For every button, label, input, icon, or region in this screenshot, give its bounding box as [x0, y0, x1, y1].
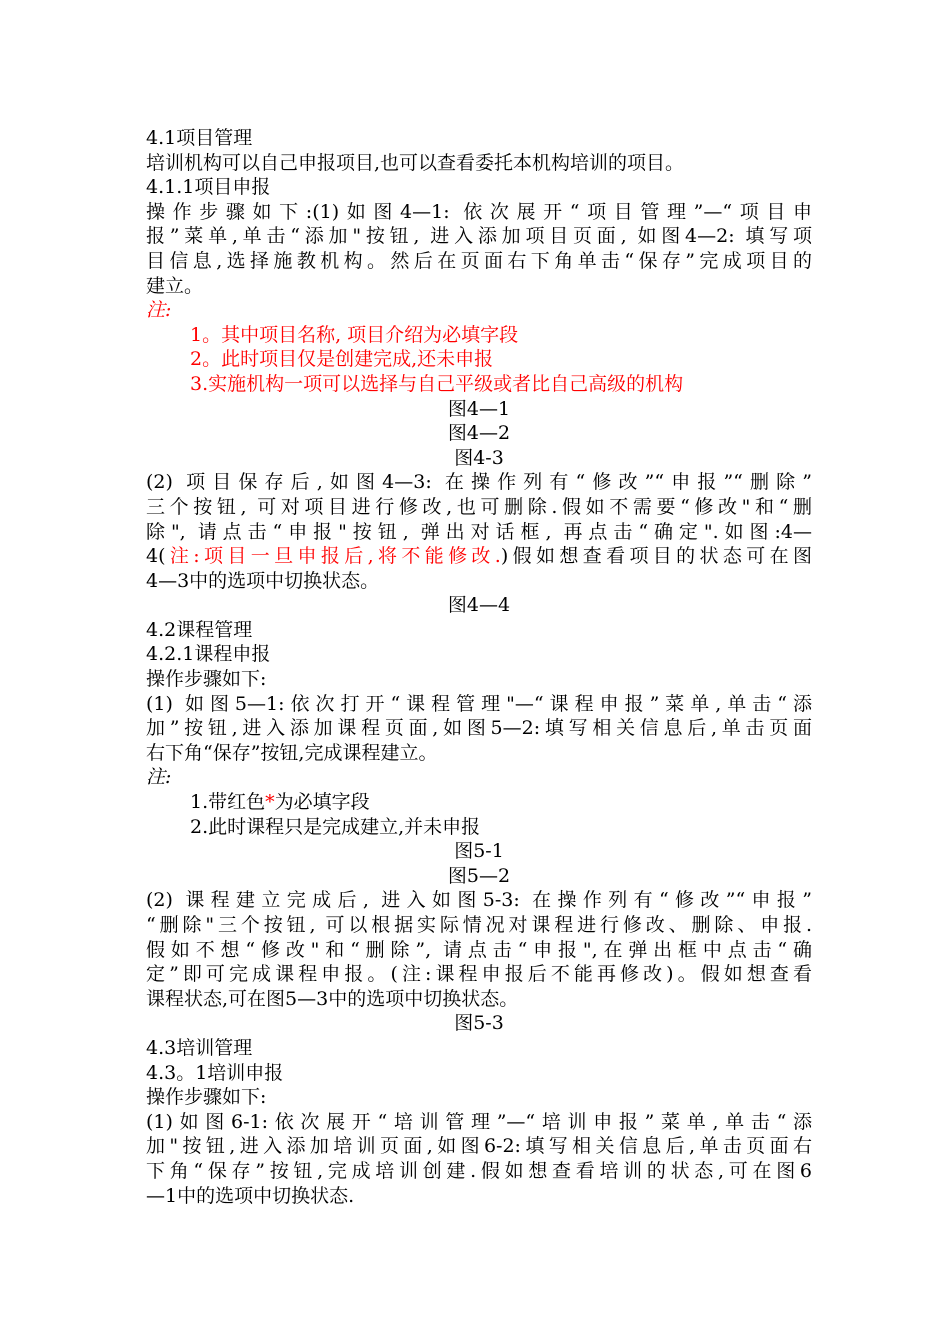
text-span: 4( — [146, 545, 166, 568]
text-span: 为必填字段 — [274, 791, 370, 814]
steps-label: 操作步骤如下: — [146, 668, 267, 691]
paragraph-line: 假如不想“修改"和“删除”, 请点击“申报",在弹出框中点击“确 — [146, 938, 812, 961]
inline-red-note: 注:项目一旦申报后,将不能修改. — [165, 545, 501, 568]
section-heading-4-3: 4.3培训管理 — [146, 1036, 253, 1059]
document-page — [146, 126, 812, 1208]
note-item: 2.此时课程只是完成建立,并未申报 — [190, 815, 481, 838]
figure-caption: 图4—4 — [447, 594, 511, 617]
note-item — [146, 790, 812, 815]
steps-label: 操作步骤如下: — [146, 1086, 267, 1109]
note-label: 注: — [146, 299, 172, 322]
figure-caption: 图4—1 — [447, 397, 511, 420]
paragraph-line: 建立。 — [146, 274, 204, 297]
note-item: 3.实施机构一项可以选择与自己平级或者比自己高级的机构 — [190, 372, 684, 395]
subsection-heading-4-2-1: 4.2.1课程申报 — [146, 643, 271, 666]
paragraph-line: 操作步骤如下:(1)如图4—1: 依次展开“项目管理”—“项目申 — [146, 200, 812, 223]
subsection-heading-4-1-1: 4.1.1项目申报 — [146, 176, 271, 199]
paragraph-course-save — [146, 888, 812, 1011]
note-label: 注: — [146, 766, 172, 789]
text-span: 1.带红色 — [190, 791, 266, 814]
note-item: 2。此时项目仅是创建完成,还未申报 — [190, 348, 494, 371]
paragraph-line: (2) 项目保存后,如图4—3: 在操作列有“修改”“申报”“删除” — [146, 471, 812, 494]
paragraph-line: (1) 如图5—1:依次打开“课程管理"—“课程申报”菜单,单击“添 — [146, 692, 812, 715]
figure-caption: 图4—2 — [447, 422, 511, 445]
paragraph-line: 三个按钮, 可对项目进行修改,也可删除.假如不需要“修改"和“删 — [146, 495, 812, 518]
paragraph-project-steps — [146, 200, 812, 298]
section-heading-4-2: 4.2课程管理 — [146, 618, 253, 641]
paragraph-line: 课程状态,可在图5—3中的选项中切换状态。 — [146, 987, 519, 1010]
figure-caption: 图5-3 — [454, 1012, 504, 1035]
paragraph-line: 报”菜单,单击“添加"按钮, 进入添加项目页面, 如图4—2: 填写项 — [146, 225, 812, 248]
paragraph-line: 4—3中的选项中切换状态。 — [146, 569, 380, 592]
paragraph-line-mixed — [146, 544, 812, 569]
figure-caption: 图4-3 — [454, 446, 504, 469]
paragraph-line: 下角“保存”按钮,完成培训创建.假如想查看培训的状态,可在图6 — [146, 1159, 812, 1182]
paragraph-line: 除", 请点击“申报"按钮, 弹出对话框, 再点击“确定".如图:4— — [146, 520, 812, 543]
paragraph-project-save — [146, 470, 812, 593]
note-item: 1。其中项目名称, 项目介绍为必填字段 — [190, 323, 519, 346]
paragraph-line: —1中的选项中切换状态. — [146, 1184, 355, 1207]
paragraph-line: “删除"三个按钮, 可以根据实际情况对课程进行修改、删除、申报. — [146, 914, 812, 936]
paragraph-line: 目信息,选择施教机构。然后在页面右下角单击“保存”完成项目的 — [146, 249, 812, 272]
required-asterisk: * — [265, 791, 275, 814]
paragraph-line: 加"按钮,进入添加培训页面,如图6-2:填写相关信息后,单击页面右 — [146, 1135, 812, 1158]
paragraph-line: 加”按钮,进入添加课程页面,如图5—2:填写相关信息后,单击页面 — [146, 717, 812, 740]
figure-caption: 图5-1 — [454, 840, 504, 863]
subsection-heading-4-3-1: 4.3。1培训申报 — [146, 1061, 284, 1084]
section-intro: 培训机构可以自己申报项目,也可以查看委托本机构培训的项目。 — [146, 151, 685, 174]
paragraph-training-steps — [146, 1110, 812, 1208]
paragraph-course-steps — [146, 692, 812, 766]
paragraph-line: (1)如图6-1:依次展开“培训管理”—“培训申报”菜单,单击“添 — [146, 1110, 812, 1133]
text-span: )假如想查看项目的状态可在图 — [500, 545, 812, 568]
section-heading-4-1: 4.1项目管理 — [146, 127, 253, 149]
figure-caption: 图5—2 — [447, 864, 511, 887]
paragraph-line: (2) 课程建立完成后, 进入如图5-3: 在操作列有“修改”“申报” — [146, 889, 812, 912]
paragraph-line: 定”即可完成课程申报。(注:课程申报后不能再修改)。假如想查看 — [146, 963, 812, 986]
paragraph-line: 右下角“保存”按钮,完成课程建立。 — [146, 741, 438, 764]
